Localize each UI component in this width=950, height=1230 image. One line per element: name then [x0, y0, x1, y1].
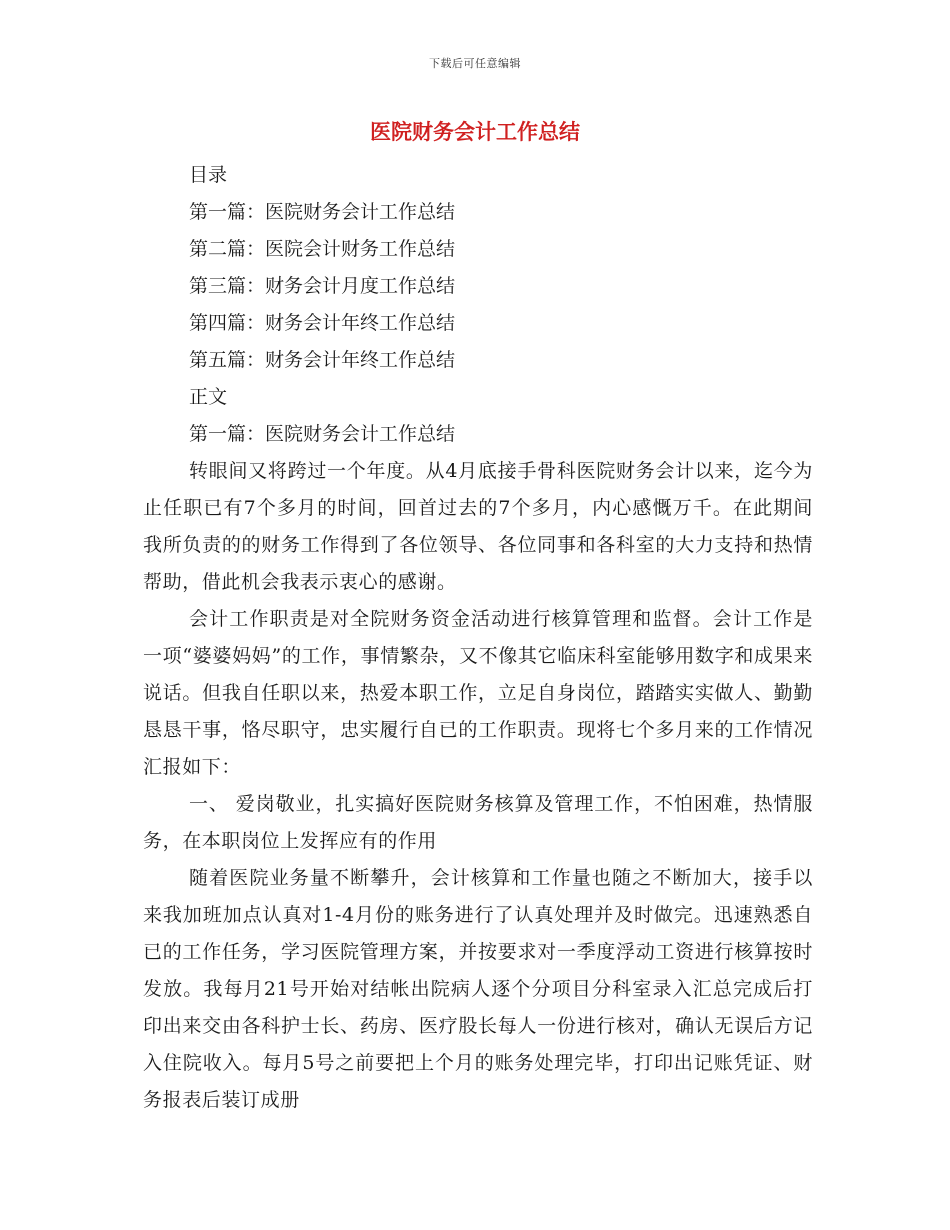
toc-item: 第三篇：财务会计月度工作总结 — [189, 275, 456, 297]
toc-heading: 目录 — [189, 164, 228, 186]
body-heading: 正文 — [189, 386, 228, 408]
chapter-title: 第一篇：医院财务会计工作总结 — [189, 423, 456, 445]
toc-item: 第一篇：医院财务会计工作总结 — [189, 201, 456, 223]
body-paragraph: 会计工作职责是对全院财务资金活动进行核算管理和监督。会计工作是一项“婆婆妈妈”的工作，事情繁杂，又不像其它临床科室能够用数字和成果来说话。但我自任职以来，热爱本职工作，立足自身岗位，踏踏实实做人、勤勤恳恳干事，恪尽职守，忠实履行自已的工作职责。现将七个多月来的工作情况汇报如下： — [143, 608, 813, 778]
header-note: 下载后可任意编辑 — [429, 57, 521, 70]
body-paragraph: 转眼间又将跨过一个年度。从4月底接手骨科医院财务会计以来，迄今为止任职已有7个多月的时间，回首过去的7个多月，内心感慨万千。在此期间我所负责的的财务工作得到了各位领导、各位同事和各科室的大力支持和热情帮助，借此机会我表示衷心的感谢。 — [143, 460, 813, 593]
body-paragraph: 一、 爱岗敬业，扎实搞好医院财务核算及管理工作，不怕困难，热情服务，在本职岗位上发挥应有的作用 — [143, 793, 813, 852]
document-content — [143, 157, 813, 1119]
toc-item: 第五篇：财务会计年终工作总结 — [189, 349, 456, 371]
toc-item: 第二篇：医院会计财务工作总结 — [189, 238, 456, 260]
body-paragraph: 随着医院业务量不断攀升，会计核算和工作量也随之不断加大，接手以来我加班加点认真对1-4月份的账务进行了认真处理并及时做完。迅速熟悉自已的工作任务，学习医院管理方案，并按要求对一季度浮动工资进行核算按时发放。我每月21号开始对结帐出院病人逐个分项目分科室录入汇总完成后打印出来交由各科护士长、药房、医疗股长每人一份进行核对，确认无误后方记入住院收入。每月5号之前要把上个月的账务处理完毕，打印出记账凭证、财务报表后装订成册 — [143, 867, 813, 1111]
toc-item: 第四篇：财务会计年终工作总结 — [189, 312, 456, 334]
document-title: 医院财务会计工作总结 — [370, 120, 580, 144]
